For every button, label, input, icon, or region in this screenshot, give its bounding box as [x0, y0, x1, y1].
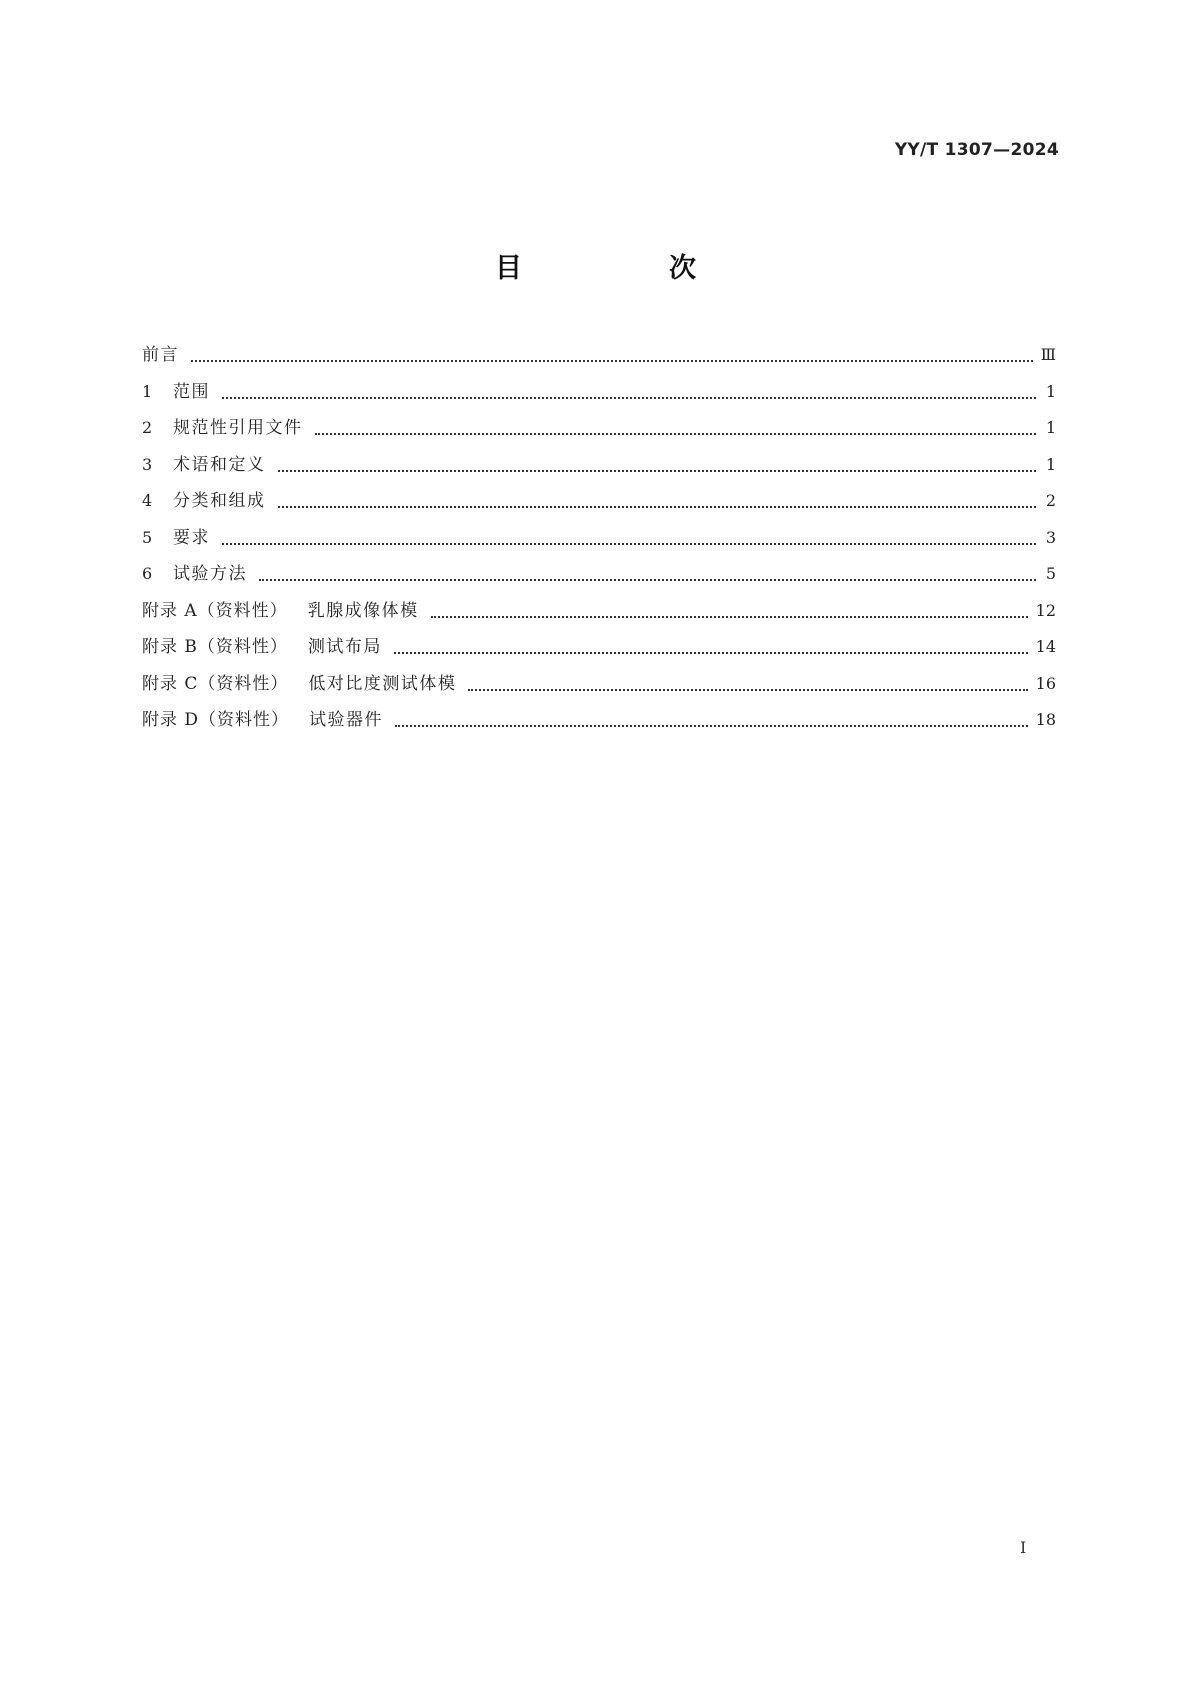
annex-title: 低对比度测试体模	[308, 673, 457, 694]
toc-entry-foreword[interactable]	[142, 340, 1056, 377]
page-title: 目 次	[495, 253, 756, 284]
toc-entry-label: 规范性引用文件	[173, 418, 303, 438]
table-of-contents	[142, 340, 1056, 742]
toc-entry-classification[interactable]	[142, 486, 1056, 523]
toc-entry-page: 5	[1045, 564, 1056, 583]
dot-leader	[468, 689, 1027, 691]
annex-heading: 附录 D（资料性）	[142, 710, 290, 730]
dot-leader	[395, 725, 1028, 727]
toc-entry-page: 12	[1035, 600, 1056, 620]
annex-title: 试验器件	[309, 710, 384, 730]
page-number: I	[1020, 1538, 1027, 1557]
toc-entry-page: 18	[1035, 710, 1056, 729]
toc-entry-annex-c[interactable]	[142, 669, 1056, 706]
toc-entry-label	[142, 632, 382, 657]
toc-entry-page: 1	[1045, 418, 1056, 437]
toc-entry-number: 3	[142, 454, 153, 474]
annex-title: 乳腺成像体模	[307, 600, 419, 621]
toc-entry-scope[interactable]	[142, 377, 1056, 414]
toc-entry-label: 分类和组成	[173, 491, 266, 511]
dot-leader	[315, 433, 1037, 435]
dot-leader	[394, 652, 1028, 654]
annex-title: 测试布局	[307, 637, 382, 657]
standard-code: YY/T 1307—2024	[894, 140, 1059, 160]
toc-entry-test-methods[interactable]	[142, 559, 1056, 596]
toc-entry-number: 5	[142, 527, 153, 547]
toc-entry-page: Ⅲ	[1040, 345, 1056, 364]
toc-entry-label	[142, 705, 383, 730]
toc-entry-number: 1	[142, 381, 153, 401]
dot-leader	[278, 470, 1037, 472]
annex-heading: 附录 C（资料性）	[142, 673, 289, 694]
dot-leader	[278, 506, 1037, 508]
dot-leader	[431, 616, 1028, 618]
toc-entry-requirements[interactable]	[142, 523, 1056, 560]
toc-entry-number: 6	[142, 564, 153, 583]
toc-entry-number: 4	[142, 491, 153, 510]
annex-heading: 附录 A（资料性）	[142, 600, 288, 621]
toc-entry-page: 1	[1045, 454, 1056, 474]
toc-entry-page: 1	[1045, 381, 1056, 401]
dot-leader	[222, 397, 1036, 399]
toc-entry-annex-b[interactable]	[142, 632, 1056, 669]
toc-entry-annex-a[interactable]	[142, 596, 1056, 633]
toc-entry-label: 术语和定义	[173, 454, 266, 475]
toc-entry-label: 要求	[173, 527, 210, 548]
toc-entry-page: 3	[1045, 527, 1056, 547]
toc-entry-page: 2	[1045, 491, 1056, 510]
toc-entry-label	[142, 596, 419, 621]
toc-entry-number: 2	[142, 418, 153, 437]
toc-entry-terms-definitions[interactable]	[142, 450, 1056, 487]
toc-entry-annex-d[interactable]	[142, 705, 1056, 742]
toc-entry-label: 试验方法	[173, 564, 247, 584]
toc-entry-label: 范围	[173, 381, 210, 402]
toc-entry-label	[142, 669, 456, 694]
toc-entry-label: 前言	[142, 345, 179, 365]
dot-leader	[259, 579, 1036, 581]
toc-entry-page: 14	[1035, 637, 1056, 656]
toc-entry-page: 16	[1035, 673, 1056, 693]
toc-entry-normative-references[interactable]	[142, 413, 1056, 450]
dot-leader	[191, 360, 1033, 362]
annex-heading: 附录 B（资料性）	[142, 637, 288, 657]
dot-leader	[222, 543, 1036, 545]
